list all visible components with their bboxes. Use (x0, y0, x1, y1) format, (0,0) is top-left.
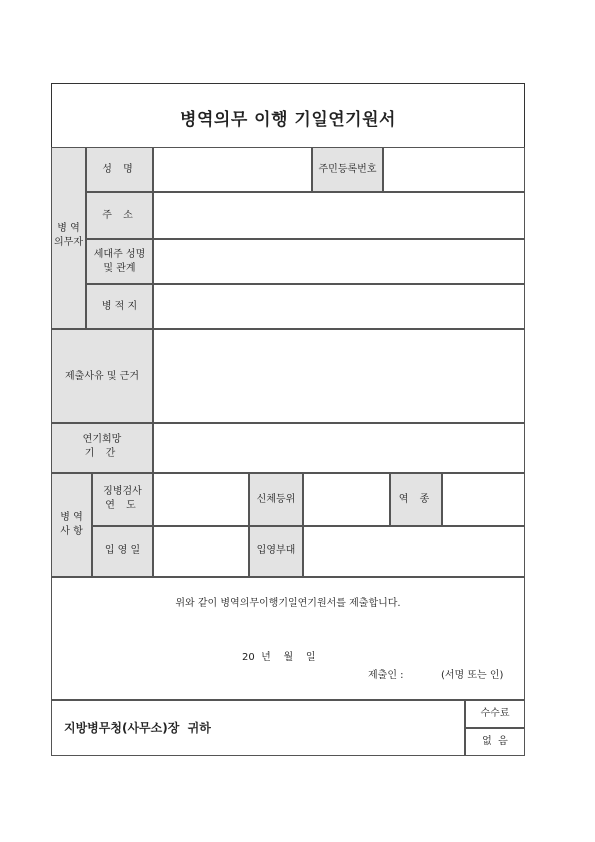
reason-field[interactable] (153, 329, 525, 423)
exam-year-label-line2: 연 도 (105, 500, 140, 511)
obligor-group-label (51, 222, 86, 250)
military-group-label (51, 511, 92, 539)
reason-label: 제출사유 및 근거 (65, 371, 139, 382)
fee-value: 없 음 (482, 736, 508, 747)
householder-field[interactable] (153, 239, 525, 284)
name-field[interactable] (153, 147, 312, 192)
address-label: 주 소 (102, 210, 137, 221)
service-type-field[interactable] (442, 473, 525, 526)
period-field[interactable] (153, 423, 525, 473)
address-field[interactable] (153, 192, 525, 239)
fee-label: 수수료 (480, 708, 510, 719)
period-label-line1: 연기희망 (82, 434, 122, 445)
period-label-line2: 기 간 (84, 448, 120, 459)
military-group-label-line2: 사 항 (60, 526, 83, 537)
householder-label (86, 248, 153, 276)
exam-year-label-line1: 징병검사 (103, 486, 142, 497)
military-group-label-line1: 병 역 (60, 512, 83, 523)
enlist-unit-label: 입영부대 (256, 545, 296, 556)
form-title: 병역의무 이행 기일연기원서 (180, 110, 396, 130)
name-label: 성 명 (102, 164, 137, 175)
domicile-field[interactable] (153, 284, 525, 329)
statement-text: 위와 같이 병역의무이행기일연기원서를 제출합니다. (175, 598, 401, 609)
enlist-date-field[interactable] (153, 526, 249, 577)
domicile-label: 병 적 지 (101, 301, 138, 312)
physical-grade-field[interactable] (303, 473, 390, 526)
householder-label-line2: 및 관계 (103, 263, 136, 274)
householder-label-line1: 세대주 성명 (93, 249, 146, 260)
date-line[interactable]: 20 년 월 일 (242, 652, 316, 663)
physical-grade-label: 신체등위 (256, 494, 296, 505)
signature-label[interactable]: (서명 또는 인) (441, 670, 504, 681)
enlist-date-label: 입 영 일 (104, 545, 141, 556)
period-label (51, 433, 153, 461)
obligor-group-label-line2: 의무자 (54, 237, 83, 248)
obligor-group-label-line1: 병 역 (57, 223, 80, 234)
rrn-label: 주민등록번호 (318, 164, 377, 175)
submitter-label: 제출인 : (368, 670, 404, 681)
rrn-field[interactable] (383, 147, 525, 192)
enlist-unit-field[interactable] (303, 526, 525, 577)
service-type-label: 역 종 (398, 494, 434, 505)
addressee-text: 지방병무청(사무소)장 귀하 (64, 721, 211, 735)
exam-year-label (92, 485, 153, 513)
exam-year-field[interactable] (153, 473, 249, 526)
